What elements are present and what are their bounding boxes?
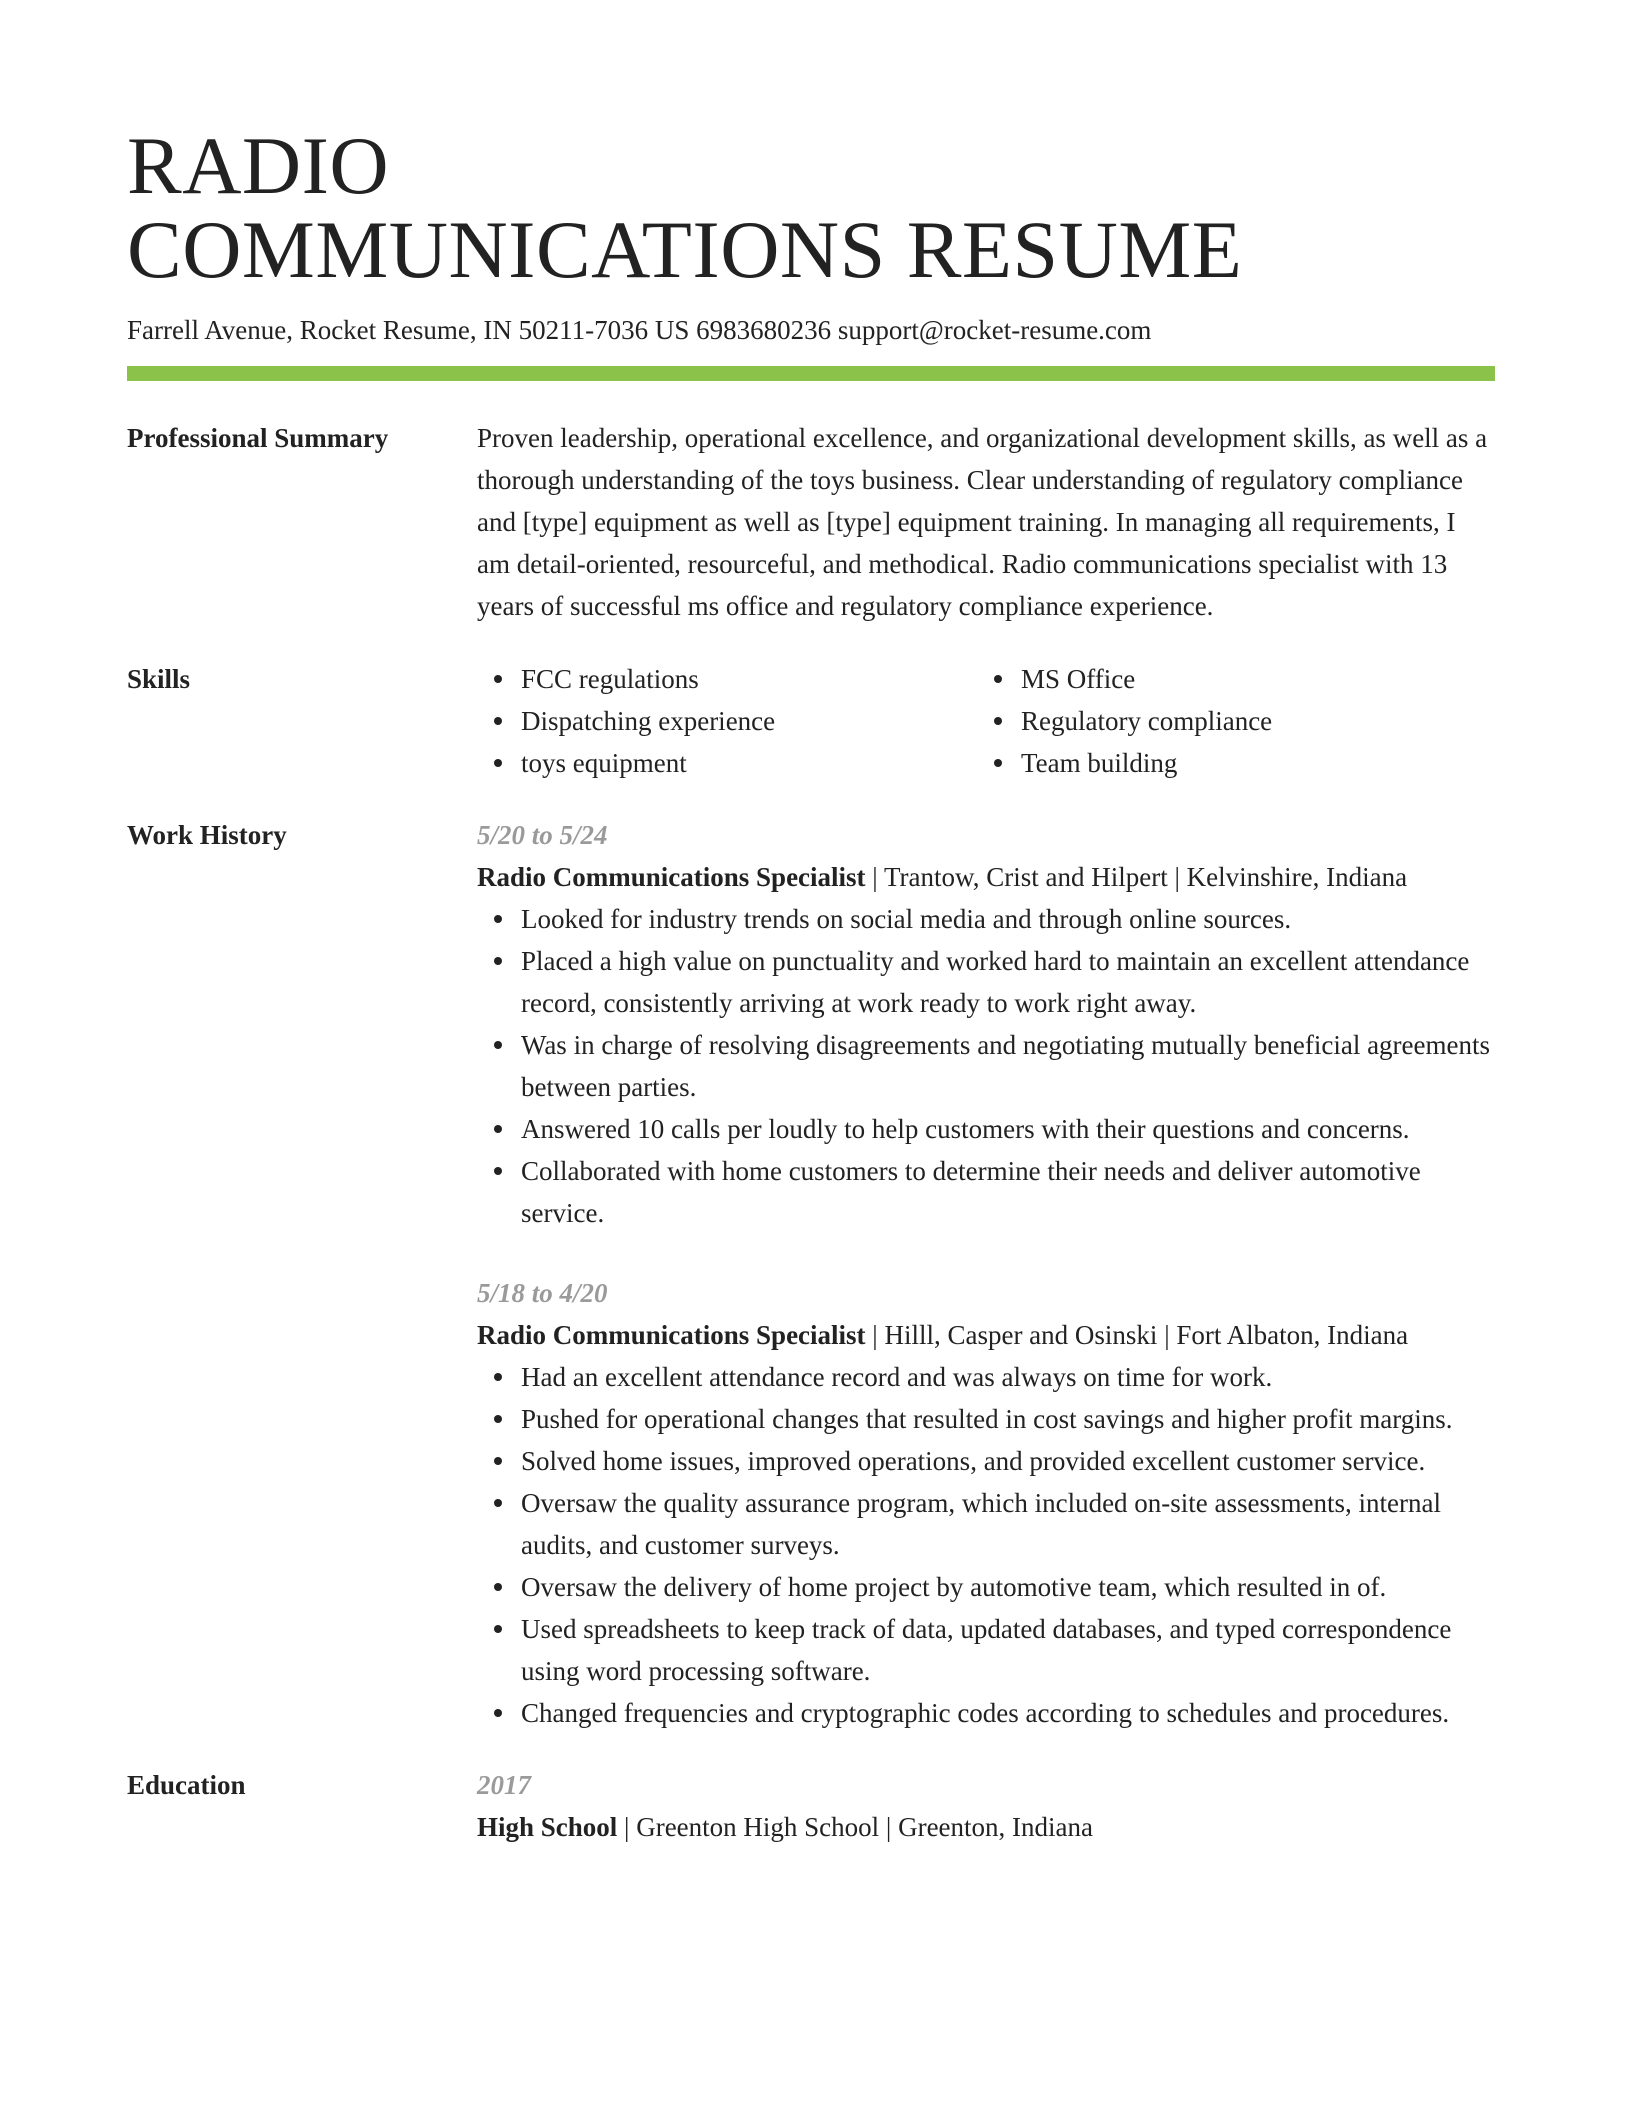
job-bullet: Changed frequencies and cryptographic codes according to schedules and procedures. bbox=[521, 1692, 1495, 1734]
job-entry bbox=[477, 1272, 1495, 1734]
skills-column-right bbox=[977, 658, 1477, 784]
summary-section bbox=[127, 417, 1495, 627]
job-bullet: Was in charge of resolving disagreements and negotiating mutually beneficial agreements between parties. bbox=[521, 1024, 1495, 1108]
job-bullet: Used spreadsheets to keep track of data, updated databases, and typed correspondence using word processing software. bbox=[521, 1608, 1495, 1692]
skills-list-left bbox=[477, 658, 977, 784]
separator: | bbox=[879, 1812, 899, 1842]
job-title: Radio Communications Specialist bbox=[477, 862, 866, 892]
education-school: Greenton High School bbox=[636, 1812, 880, 1842]
skill-item: toys equipment bbox=[521, 742, 977, 784]
skills-body bbox=[477, 658, 1495, 784]
job-entry bbox=[477, 814, 1495, 1234]
resume-page bbox=[127, 120, 1495, 1848]
job-heading bbox=[477, 1314, 1495, 1356]
skill-item: MS Office bbox=[1021, 658, 1477, 700]
job-bullet: Solved home issues, improved operations, and provided excellent customer service. bbox=[521, 1440, 1495, 1482]
contact-info: Farrell Avenue, Rocket Resume, IN 50211-7036 US 6983680236 support@rocket-resume.com bbox=[127, 315, 1152, 345]
separator: | bbox=[865, 862, 884, 892]
job-title: Radio Communications Specialist bbox=[477, 1320, 866, 1350]
job-bullet: Placed a high value on punctuality and worked hard to maintain an excellent attendance record, consistently arriving at work ready to work right away. bbox=[521, 940, 1495, 1024]
job-bullet-list bbox=[477, 898, 1495, 1234]
resume-title bbox=[127, 120, 1495, 295]
summary-body bbox=[477, 417, 1495, 627]
education-heading bbox=[477, 1806, 1495, 1848]
education-body bbox=[477, 1764, 1495, 1848]
job-heading bbox=[477, 856, 1495, 898]
skills-label: Skills bbox=[127, 664, 191, 694]
separator: | bbox=[617, 1812, 637, 1842]
job-dates: 5/18 to 4/20 bbox=[477, 1278, 608, 1308]
education-degree: High School bbox=[477, 1812, 618, 1842]
summary-label: Professional Summary bbox=[127, 423, 389, 453]
job-dates: 5/20 to 5/24 bbox=[477, 820, 608, 850]
job-bullet: Collaborated with home customers to determine their needs and deliver automotive service. bbox=[521, 1150, 1495, 1234]
work-history-section bbox=[127, 814, 1495, 1734]
skill-item: Team building bbox=[1021, 742, 1477, 784]
job-location: Fort Albaton, Indiana bbox=[1176, 1320, 1409, 1350]
job-company: Trantow, Crist and Hilpert bbox=[883, 862, 1168, 892]
job-bullet: Answered 10 calls per loudly to help customers with their questions and concerns. bbox=[521, 1108, 1495, 1150]
job-bullet: Had an excellent attendance record and was always on time for work. bbox=[521, 1356, 1495, 1398]
job-bullet: Oversaw the delivery of home project by automotive team, which resulted in of. bbox=[521, 1566, 1495, 1608]
job-bullet: Oversaw the quality assurance program, which included on-site assessments, internal audits, and customer surveys. bbox=[521, 1482, 1495, 1566]
resume-title-line-1: RADIO bbox=[127, 120, 390, 211]
skills-columns bbox=[477, 658, 1495, 784]
summary-text: Proven leadership, operational excellence, and organizational development skills, as well as a thorough understanding of the toys business. Clear understanding of regulatory compliance and [type] equipment as well as [type] equipment training. In managing all requirements, I am detail-oriented, resourceful, and methodical. Radio communications specialist with 13 years of successful ms office and regulatory compliance experience. bbox=[477, 423, 1488, 621]
job-bullet: Pushed for operational changes that resulted in cost savings and higher profit margins. bbox=[521, 1398, 1495, 1440]
education-location: Greenton, Indiana bbox=[898, 1812, 1093, 1842]
accent-divider bbox=[127, 366, 1495, 381]
job-location: Kelvinshire, Indiana bbox=[1186, 862, 1408, 892]
skills-section bbox=[127, 658, 1495, 784]
skills-list-right bbox=[977, 658, 1477, 784]
skills-column-left bbox=[477, 658, 977, 784]
skill-item: Dispatching experience bbox=[521, 700, 977, 742]
job-bullet: Looked for industry trends on social media and through online sources. bbox=[521, 898, 1495, 940]
separator: | bbox=[1157, 1320, 1177, 1350]
skill-item: Regulatory compliance bbox=[1021, 700, 1477, 742]
work-history-body bbox=[477, 814, 1495, 1734]
skill-item: FCC regulations bbox=[521, 658, 977, 700]
job-bullet-list bbox=[477, 1356, 1495, 1734]
job-company: Hilll, Casper and Osinski bbox=[884, 1320, 1158, 1350]
work-history-label: Work History bbox=[127, 820, 287, 850]
education-label: Education bbox=[127, 1770, 246, 1800]
resume-title-line-2: COMMUNICATIONS RESUME bbox=[127, 204, 1243, 295]
separator: | bbox=[865, 1320, 885, 1350]
education-section bbox=[127, 1764, 1495, 1848]
education-year: 2017 bbox=[477, 1770, 531, 1800]
separator: | bbox=[1167, 862, 1187, 892]
